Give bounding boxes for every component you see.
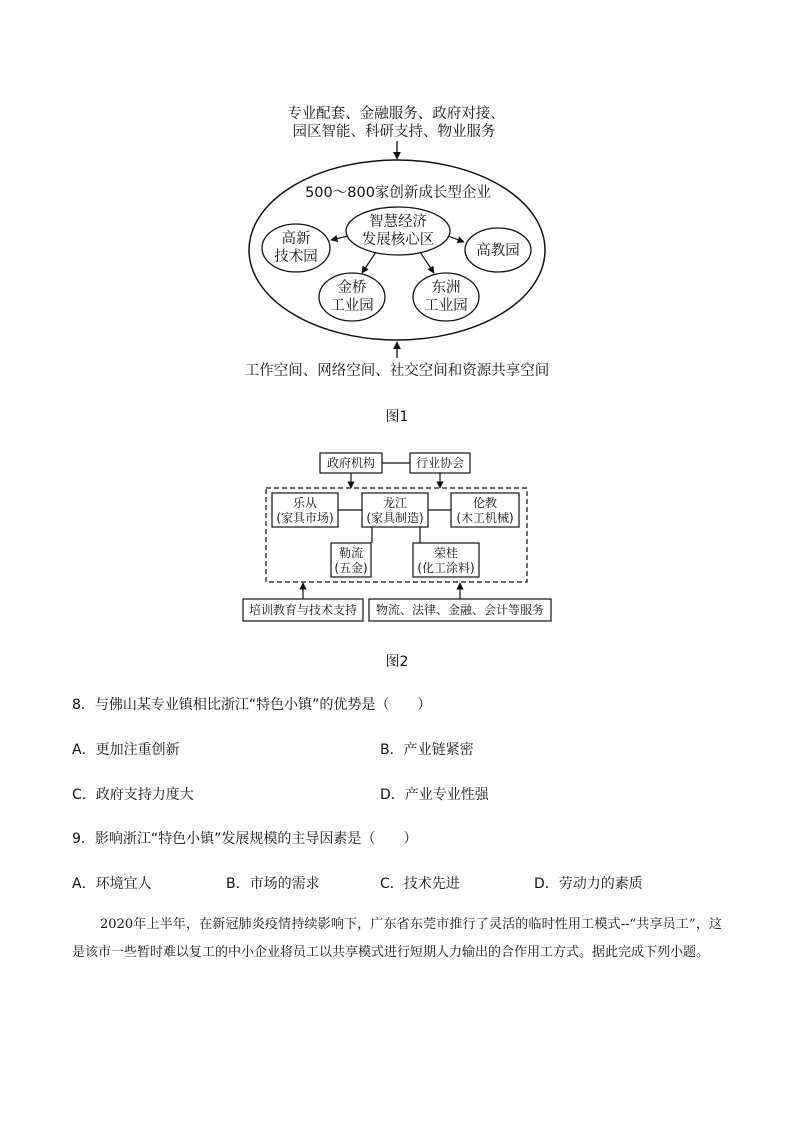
figure-2-diagram — [0, 448, 794, 628]
fig2-assoc-label: 行业协会 — [415, 456, 465, 470]
fig2-longjiang-line2: (家具制造) — [366, 511, 424, 525]
fig1-core-line1: 智慧经济 — [369, 214, 427, 230]
fig2-longjiang-line1: 龙江 — [382, 496, 408, 510]
fig1-bottom-label: 工作空间、网络空间、社交空间和资源共享空间 — [244, 363, 550, 379]
fig2-leliu-line2: (五金) — [334, 561, 368, 575]
fig1-gaoxin-line2: 技术园 — [274, 249, 318, 265]
fig1-arrow-to-gaoxin — [331, 236, 348, 240]
fig1-top-label-line1: 专业配套、金融服务、政府对接、 — [287, 106, 505, 122]
question-8-option-b[interactable]: B．产业链紧密 — [380, 742, 474, 758]
fig1-dongzhou-line2: 工业园 — [424, 298, 468, 314]
question-8-option-c[interactable]: C．政府支持力度大 — [72, 787, 194, 803]
fig1-gaoxin-line1: 高新 — [281, 231, 311, 247]
figure-1-caption: 图1 — [385, 409, 409, 425]
fig2-lunjiao-line1: 伦教 — [472, 496, 498, 510]
question-9-option-c[interactable]: C．技术先进 — [380, 876, 460, 892]
fig2-ronggui-line1: 荣桂 — [433, 546, 459, 560]
passage-paragraph: 2020年上半年，在新冠肺炎疫情持续影响下，广东省东莞市推行了灵活的临时性用工模式--“共享员工”，这是该市一些暂时难以复工的中小企业将员工以共享模式进行短期人力输出的合作用工方式。据此完成下列小题。 — [72, 917, 722, 960]
fig1-jinqiao-line2: 工业园 — [330, 298, 374, 314]
figure-2-caption: 图2 — [385, 654, 409, 670]
question-8-option-d[interactable]: D．产业专业性强 — [380, 787, 489, 803]
fig2-training-label: 培训教育与技术支持 — [248, 603, 358, 617]
question-8-stem: 8．与佛山某专业镇相比浙江“特色小镇”的优势是（ ） — [72, 697, 432, 713]
question-9-option-d[interactable]: D．劳动力的素质 — [534, 876, 643, 892]
fig2-ronggui-line2: (化工涂料) — [417, 561, 475, 575]
fig1-arrow-to-jinqiao — [362, 252, 376, 273]
question-9-stem: 9．影响浙江“特色小镇”发展规模的主导因素是（ ） — [72, 831, 418, 847]
fig1-gaojiao-label: 高教园 — [476, 243, 520, 259]
fig1-jinqiao-line1: 金桥 — [337, 280, 367, 296]
fig1-ellipse-title: 500～800家创新成长型企业 — [305, 185, 491, 201]
fig1-top-label-line2: 园区智能、科研支持、物业服务 — [292, 124, 496, 140]
fig2-services-label: 物流、法律、金融、会计等服务 — [375, 603, 545, 617]
fig1-arrow-to-dongzhou — [420, 252, 434, 273]
figure-1-diagram — [0, 90, 794, 390]
fig1-dongzhou-line1: 东洲 — [431, 280, 461, 296]
fig1-arrow-to-gaojiao — [448, 236, 464, 242]
question-9-option-a[interactable]: A．环境宜人 — [72, 876, 152, 892]
question-9-option-b[interactable]: B．市场的需求 — [226, 876, 320, 892]
fig2-lunjiao-line2: (木工机械) — [456, 511, 514, 525]
fig2-lecong-line2: (家具市场) — [276, 511, 334, 525]
fig1-core-line2: 发展核心区 — [361, 232, 435, 248]
question-8-option-a[interactable]: A．更加注重创新 — [72, 742, 180, 758]
fig2-leliu-line1: 勒流 — [338, 546, 364, 560]
fig2-gov-label: 政府机构 — [326, 456, 376, 470]
fig2-lecong-line1: 乐从 — [292, 496, 318, 510]
